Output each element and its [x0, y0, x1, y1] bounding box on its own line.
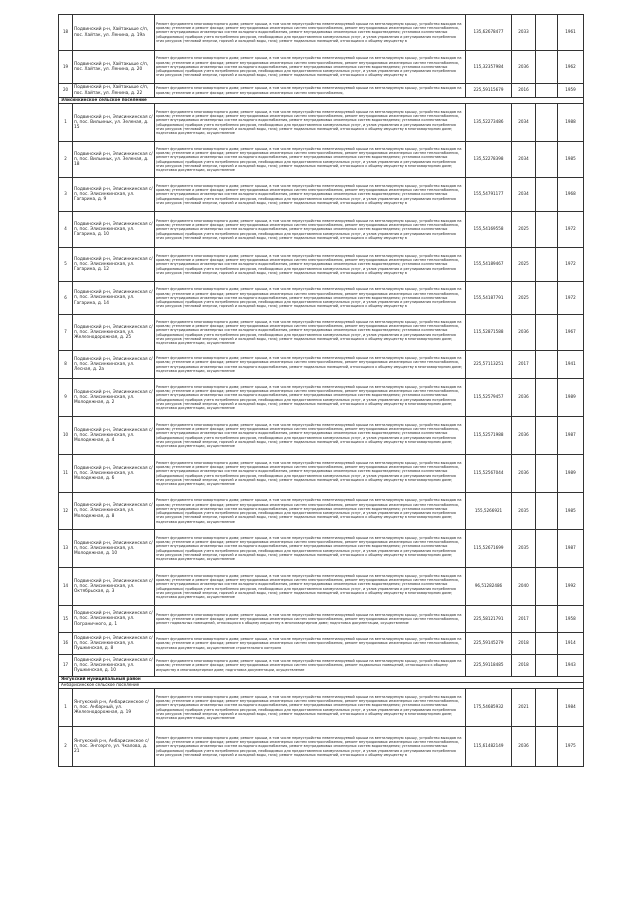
- table-row: [59, 689, 584, 727]
- build-year-cell: 1975: [558, 727, 584, 767]
- empty-cell: [536, 104, 558, 142]
- works-description-text: Ремонт фундамента многоквартирного дома; ремонт крыши, в том числе переустройство невентилируемой крыши на вентилируемую крышу, устройство выходов на кровлю; утепление и ремонт фасада; ремонт внутридомовых инженерных систем электроснабжения, ремонт внутридомовых инженерных систем теплоснабжения, ремонт внутридомовых инженерных систем холодного водоснабжения, ремонт внутридомовых инженерных систем водоотведения; установка коллективных (общедомовых) приборов учета потребления ресурсов, необходимых для предоставления коммунальных услуг, и узлов управления и регулирования потребления этих ресурсов (тепловой энергии, горячей и холодной воды, газа); ремонт подвальных помещений, относящихся к общему имуществу в многоквартирном доме; подготовка документации, осуществление: [156, 422, 462, 448]
- cost-cell: 155,5266921: [466, 493, 512, 530]
- table-row: [59, 417, 584, 455]
- table-row: [59, 606, 584, 633]
- address-cell: Подвинский р-н, Элисинкинская с/п, пос. Элисинкинская, ул. Октябрьская, д. 3: [73, 568, 155, 606]
- works-description-text: Ремонт фундамента многоквартирного дома; ремонт крыши, в том числе переустройство невентилируемой крыши на вентилируемую крышу, устройство выходов на кровлю; утепление и ремонт фасада; ремонт внутридомовых инженерных систем электроснабжения, ремонт внутридомовых инженерных систем теплоснабжения, ремонт внутридомовых инженерных систем холодного водоснабжения, ремонт внутридомовых инженерных систем водоотведения; установка коллективных (общедомовых) приборов учета потребления ресурсов, необходимых для предоставления коммунальных услуг, и узлов управления и регулирования потребления этих ресурсов (тепловой энергии, горячей и холодной воды, газа); ремонт подвальных помещений, относящихся к общему имуществу в: [156, 56, 462, 78]
- row-number-cell: 15: [59, 606, 73, 633]
- table-row: [59, 104, 584, 142]
- cost-cell: 115,52579457: [466, 379, 512, 417]
- works-description-text: Ремонт фундамента многоквартирного дома; ремонт крыши, в том числе переустройство невентилируемой крыши на вентилируемую крышу, устройство выходов на кровлю; утепление и ремонт фасада; ремонт внутридомовых инженерных систем электроснабжения, ремонт внутридомовых инженерных систем теплоснабжения, ремонт внутридомовых инженерных систем холодного водоснабжения, ремонт внутридомовых инженерных систем водоотведения; установка коллективных (общедомовых) приборов учета потребления ресурсов, необходимых для предоставления коммунальных услуг, и узлов управления и регулирования потребления этих ресурсов (тепловой энергии, горячей и холодной воды, газа); ремонт подвальных помещений, относящихся к общему имуществу в многоквартирном доме; подготовка документации, осуществление: [156, 498, 462, 524]
- works-description-text: Ремонт фундамента многоквартирного дома; ремонт крыши, в том числе переустройство невентилируемой крыши на вентилируемую крышу, устройство выходов на кровлю; утепление и ремонт фасада; ремонт внутридомовых инженерных систем электроснабжения, ремонт внутридомовых инженерных систем теплоснабжения, ремонт внутридомовых инженерных систем холодного водоснабжения, ремонт внутридомовых инженерных систем водоотведения; установка коллективных (общедомовых) приборов учета потребления ресурсов, необходимых для предоставления коммунальных услуг, и узлов управления и регулирования потребления этих ресурсов (тепловой энергии, горячей и холодной воды, газа); ремонт подвальных помещений, относящихся к общему имуществу в многоквартирном доме; подготовка документации, осуществление: [156, 109, 462, 135]
- table-row: [59, 568, 584, 606]
- works-description-text: Ремонт фундамента многоквартирного дома; ремонт крыши, в том числе переустройство невентилируемой крыши на вентилируемую крышу, устройство выходов на кровлю; утепление и ремонт фасада; ремонт внутридомовых инженерных систем электроснабжения, ремонт внутридомовых инженерных систем теплоснабжения, ремонт внутридомовых инженерных систем холодного водоснабжения, ремонт внутридомовых инженерных систем водоотведения; установка коллективных (общедомовых) приборов учета потребления ресурсов, необходимых для предоставления коммунальных услуг, и узлов управления и регулирования потребления этих ресурсов (тепловой энергии, горячей и холодной воды, газа); ремонт подвальных помещений, относящихся к общему имуществу в многоквартирном доме; подготовка документации, осуществление: [156, 460, 462, 486]
- works-description-text: Ремонт фундамента многоквартирного дома; ремонт крыши, в том числе переустройство невентилируемой крыши на вентилируемую крышу, устройство выходов на кровлю; утепление и ремонт фасада; ремонт внутридомовых инженерных систем электроснабжения, ремонт внутридомовых инженерных систем теплоснабжения, ремонт внутридомовых инженерных систем холодного водоснабжения, ремонт внутридомовых инженерных систем водоотведения; установка коллективных (общедомовых) приборов учета потребления ресурсов, необходимых для предоставления коммунальных услуг, и узлов управления и регулирования потребления этих ресурсов (тепловой энергии, горячей и холодной воды, газа); ремонт подвальных помещений, относящихся к общему имуществу в многоквартирном доме; подготовка документации, осуществление: [156, 384, 462, 410]
- empty-cell: [536, 417, 558, 455]
- table-row: [59, 51, 584, 84]
- row-number-cell: 14: [59, 568, 73, 606]
- cost-cell: 225,57113251: [466, 351, 512, 379]
- row-number-cell: 2: [59, 142, 73, 178]
- empty-cell: [536, 633, 558, 655]
- cost-cell: 135,52278398: [466, 142, 512, 178]
- build-year-cell: 1972: [558, 248, 584, 282]
- works-description-cell: [155, 568, 466, 606]
- plan-year-cell: 2036: [512, 417, 536, 455]
- works-description-cell: [155, 248, 466, 282]
- table-row: [59, 315, 584, 351]
- table-row: [59, 455, 584, 493]
- works-description-cell: [155, 655, 466, 677]
- section-label: Элисинкинское сельское поселение: [59, 98, 584, 104]
- table-row: [59, 727, 584, 767]
- address-cell: Подвинский р-н, Элисинкинская с/п, пос. Элисинкинская, ул. Молодежная, д. 2: [73, 379, 155, 417]
- address-cell: Янгукский р-н, Анбарисинское с/п, пос. Энгоэрге, ул. Чкалова, д. 21: [73, 727, 155, 767]
- cost-cell: 155,54791177: [466, 178, 512, 212]
- empty-cell: [536, 655, 558, 677]
- plan-year-cell: 2040: [512, 568, 536, 606]
- build-year-cell: 1985: [558, 142, 584, 178]
- table-row: [59, 655, 584, 677]
- cost-cell: 155,54189467: [466, 248, 512, 282]
- address-cell: Подвинский р-н, Элисинкинская с/п, пос. Элисинкинская, ул. Пушкинская, д. 8: [73, 633, 155, 655]
- address-cell: Подвинский р-н, Элисинкинская с/п, пос. Элисинкинская, ул. Гагарина, д. 14: [73, 282, 155, 315]
- cost-cell: 175,54685932: [466, 689, 512, 727]
- address-cell: Подвинский р-н, Элисинкинская с/п, пос. Элисинкинская, ул. Пушкинская, д. 10: [73, 655, 155, 677]
- build-year-cell: 1988: [558, 104, 584, 142]
- cost-cell: 225,59115679: [466, 84, 512, 98]
- works-description-cell: [155, 689, 466, 727]
- plan-year-cell: 2036: [512, 315, 536, 351]
- table-row: [59, 530, 584, 568]
- empty-cell: [536, 51, 558, 84]
- cost-cell: 225,58121791: [466, 606, 512, 633]
- works-description-text: Ремонт фундамента многоквартирного дома; ремонт крыши, в том числе переустройство невентилируемой крыши на вентилируемую крышу, устройство выходов на кровлю; утепление и ремонт фасада; ремонт внутридомовых инженерных систем электроснабжения, ремонт внутридомовых инженерных систем теплоснабжения, ремонт внутридомовых инженерных систем холодного водоснабжения, ремонт внутридомовых инженерных систем водоотведения; установка коллективных (общедомовых) приборов учета потребления ресурсов, необходимых для предоставления коммунальных услуг, и узлов управления и регулирования потребления этих ресурсов (тепловой энергии, горячей и холодной воды, газа); ремонт подвальных помещений, относящихся к общему имуществу в многоквартирном доме; подготовка документации, осуществление: [156, 573, 462, 599]
- plan-year-cell: 2018: [512, 655, 536, 677]
- works-description-text: Ремонт фундамента многоквартирного дома; ремонт крыши, в том числе переустройство невентилируемой крыши на вентилируемую крышу, устройство выходов на кровлю; утепление и ремонт фасада; ремонт внутридомовых инженерных систем электроснабжения, ремонт внутридомовых инженерных систем теплоснабжения, ремонт внутридомовых инженерных систем холодного водоснабжения, ремонт внутридомовых инженерных систем водоотведения; установка коллективных (общедомовых) приборов учета потребления ресурсов, необходимых для предоставления коммунальных услуг, и узлов управления и регулирования потребления этих ресурсов (тепловой энергии, горячей и холодной воды, газа); ремонт подвальных помещений, относящихся к общему имуществу в: [156, 735, 462, 757]
- works-description-cell: [155, 51, 466, 84]
- works-description-text: Ремонт фундамента многоквартирного дома; ремонт крыши, в том числе переустройство невентилируемой крыши на вентилируемую крышу, устройство выходов на кровлю; утепление и ремонт фасада; ремонт внутридомовых инженерных систем электроснабжения, ремонт внутридомовых инженерных систем теплоснабжения, ремонт внутридомовых инженерных систем холодного водоснабжения, ремонт внутридомовых инженерных систем водоотведения; установка коллективных (общедомовых) приборов учета потребления ресурсов, необходимых для предоставления коммунальных услуг, и узлов управления и регулирования потребления этих ресурсов (тепловой энергии, горячей и холодной воды, газа); ремонт подвальных помещений, относящихся к общему имуществу в: [156, 218, 462, 240]
- section-label: Анбарисинское сельское поселение: [59, 683, 584, 689]
- build-year-cell: 1968: [558, 178, 584, 212]
- empty-cell: [536, 455, 558, 493]
- table-row: [59, 379, 584, 417]
- empty-cell: [536, 689, 558, 727]
- works-description-text: Ремонт фундамента многоквартирного дома; ремонт крыши, в том числе переустройство невентилируемой крыши на вентилируемую крышу, устройство выходов на кровлю; утепление и ремонт фасада; ремонт внутридомовых инженерных систем электроснабжения,: [156, 86, 462, 95]
- empty-cell: [536, 379, 558, 417]
- row-number-cell: 13: [59, 530, 73, 568]
- works-description-cell: [155, 530, 466, 568]
- works-description-cell: [155, 493, 466, 530]
- empty-cell: [536, 568, 558, 606]
- cost-cell: 135,52273486: [466, 104, 512, 142]
- plan-year-cell: 2017: [512, 606, 536, 633]
- row-number-cell: 6: [59, 282, 73, 315]
- works-description-cell: [155, 178, 466, 212]
- build-year-cell: 1962: [558, 51, 584, 84]
- cost-cell: 115,32357984: [466, 51, 512, 84]
- works-description-cell: [155, 212, 466, 248]
- works-description-cell: [155, 606, 466, 633]
- row-number-cell: 20: [59, 84, 73, 98]
- cost-cell: 225,59145279: [466, 633, 512, 655]
- plan-year-cell: 2016: [512, 84, 536, 98]
- plan-year-cell: 2034: [512, 142, 536, 178]
- address-cell: Подвинский р-н, Хайтакыше с/п, пос. Хайтак, ул. Ленина, д. 22: [73, 84, 155, 98]
- empty-cell: [536, 212, 558, 248]
- build-year-cell: 1972: [558, 212, 584, 248]
- empty-cell: [536, 493, 558, 530]
- cost-cell: 135,62678477: [466, 15, 512, 51]
- address-cell: Подвинский р-н, Элисинкинская с/п, пос. Элисинкинская, ул. Молодежная, д. 4: [73, 417, 155, 455]
- cost-cell: 115,61482149: [466, 727, 512, 767]
- build-year-cell: 1989: [558, 379, 584, 417]
- row-number-cell: 10: [59, 417, 73, 455]
- address-cell: Подвинский р-н, Элисинкинская с/п, пос. Вильиньк, ул. Зеленая, д. 15: [73, 104, 155, 142]
- works-description-text: Ремонт фундамента многоквартирного дома; ремонт крыши, в том числе переустройство невентилируемой крыши на вентилируемую крышу, устройство выходов на кровлю; утепление и ремонт фасада; ремонт внутридомовых инженерных систем электроснабжения, ремонт внутридомовых инженерных систем теплоснабжения, ремонт внутридомовых инженерных систем холодного водоснабжения, ремонт внутридомовых инженерных систем водоотведения; установка коллективных (общедомовых) приборов учета потребления ресурсов, необходимых для предоставления коммунальных услуг, и узлов управления и регулирования потребления этих ресурсов (тепловой энергии, горячей и холодной воды, газа); ремонт подвальных помещений, относящихся к общему имуществу в: [156, 287, 462, 309]
- works-description-text: Ремонт фундамента многоквартирного дома; ремонт крыши, в том числе переустройство невентилируемой крыши на вентилируемую крышу, устройство выходов на кровлю; утепление и ремонт фасада; ремонт внутридомовых инженерных систем электроснабжения, ремонт внутридомовых инженерных систем теплоснабжения, ремонт внутридомовых инженерных систем холодного водоснабжения, ремонт внутридомовых инженерных систем водоотведения; установка коллективных (общедомовых) приборов учета потребления ресурсов, необходимых для предоставления коммунальных услуг, и узлов управления и регулирования потребления этих ресурсов (тепловой энергии, горячей и холодной воды, газа); ремонт подвальных помещений, относящихся к общему имуществу в: [156, 183, 462, 205]
- works-description-cell: [155, 142, 466, 178]
- row-number-cell: 2: [59, 727, 73, 767]
- table-row: [59, 248, 584, 282]
- build-year-cell: 1972: [558, 282, 584, 315]
- build-year-cell: 1992: [558, 568, 584, 606]
- plan-year-cell: 2025: [512, 212, 536, 248]
- address-cell: Подвинский р-н, Элисинкинская с/п, пос. Элисинкинская, ул. Молодежная, д. 8: [73, 493, 155, 530]
- plan-year-cell: 2036: [512, 379, 536, 417]
- empty-cell: [536, 15, 558, 51]
- plan-year-cell: 2033: [512, 15, 536, 51]
- empty-cell: [536, 727, 558, 767]
- works-description-text: Ремонт фундамента многоквартирного дома; ремонт крыши, в том числе переустройство невентилируемой крыши на вентилируемую крышу, устройство выходов на кровлю; утепление и ремонт фасада; ремонт внутридомовых инженерных систем электроснабжения, ремонт внутридомовых инженерных систем теплоснабжения, ремонт внутридомовых инженерных систем холодного водоснабжения, ремонт подвальных помещений, относящихся к общему имуществу в многоквартирном доме; подготовка документации, осуществление: [156, 356, 463, 373]
- row-number-cell: 17: [59, 655, 73, 677]
- works-description-cell: [155, 315, 466, 351]
- table-row: [59, 493, 584, 530]
- row-number-cell: 11: [59, 455, 73, 493]
- address-cell: Подвинский р-н, Элисинкинская с/п, пос. Элисинкинская, ул. Лесная, д. 2а: [73, 351, 155, 379]
- plan-year-cell: 2035: [512, 493, 536, 530]
- address-cell: Подвинский р-н, Элисинкинская с/п, пос. Элисинкинская, ул. Молодежная, д. 10: [73, 530, 155, 568]
- works-description-text: Ремонт фундамента многоквартирного дома; ремонт крыши, в том числе переустройство невентилируемой крыши на вентилируемую крышу, устройство выходов на кровлю; утепление и ремонт фасада; ремонт внутридомовых инженерных систем электроснабжения, ремонт внутридомовых инженерных систем теплоснабжения, подготовка документации, осуществление строительного контроля: [156, 637, 462, 650]
- build-year-cell: 1958: [558, 606, 584, 633]
- cost-cell: 155,54187791: [466, 282, 512, 315]
- build-year-cell: 1961: [558, 15, 584, 51]
- table-row: [59, 178, 584, 212]
- empty-cell: [536, 248, 558, 282]
- plan-year-cell: 2034: [512, 178, 536, 212]
- row-number-cell: 8: [59, 351, 73, 379]
- works-description-text: Ремонт фундамента многоквартирного дома; ремонт крыши, в том числе переустройство невентилируемой крыши на вентилируемую крышу, устройство выходов на кровлю; утепление и ремонт фасада; ремонт внутридомовых инженерных систем электроснабжения, ремонт внутридомовых инженерных систем теплоснабжения, ремонт внутридомовых инженерных систем холодного водоснабжения, ремонт внутридомовых инженерных систем водоотведения; установка коллективных (общедомовых) приборов учета потребления ресурсов, необходимых для предоставления коммунальных услуг, и узлов управления и регулирования потребления этих ресурсов (тепловой энергии, горячей и холодной воды, газа); ремонт подвальных помещений, относящихся к общему имуществу в многоквартирном доме; подготовка документации, осуществление: [156, 535, 462, 561]
- address-cell: Янгукский р-н, Анбарисинское с/п, пос. Анбарный, ул. Железнодорожная, д. 19: [73, 689, 155, 727]
- works-description-cell: [155, 417, 466, 455]
- table-row: [59, 351, 584, 379]
- empty-cell: [536, 84, 558, 98]
- row-number-cell: 7: [59, 315, 73, 351]
- build-year-cell: 1989: [558, 455, 584, 493]
- build-year-cell: 1984: [558, 689, 584, 727]
- empty-cell: [536, 178, 558, 212]
- build-year-cell: 1985: [558, 493, 584, 530]
- cost-cell: 115,52567044: [466, 455, 512, 493]
- works-description-cell: [155, 351, 466, 379]
- works-description-cell: [155, 727, 466, 767]
- address-cell: Подвинский р-н, Элисинкинская с/п, пос. Вильиньк, ул. Зеленая, д. 18: [73, 142, 155, 178]
- row-number-cell: 5: [59, 248, 73, 282]
- plan-year-cell: 2036: [512, 455, 536, 493]
- works-description-cell: [155, 633, 466, 655]
- document-page: [58, 14, 583, 767]
- cost-cell: 115,52571988: [466, 417, 512, 455]
- address-cell: Подвинский р-н, Элисинкинская с/п, пос. Элисинкинская, ул. Пограничного, д. 1: [73, 606, 155, 633]
- address-cell: Подвинский р-н, Элисинкинская с/п, пос. Элисинкинская, ул. Гагарина, д. 9: [73, 178, 155, 212]
- cost-cell: 225,59118485: [466, 655, 512, 677]
- address-cell: Подвинский р-н, Элисинкинская с/п, пос. Элисинкинская, ул. Молодежная, д. 6: [73, 455, 155, 493]
- plan-year-cell: 2034: [512, 104, 536, 142]
- works-description-cell: [155, 104, 466, 142]
- row-number-cell: 4: [59, 212, 73, 248]
- empty-cell: [536, 315, 558, 351]
- table-row: [59, 212, 584, 248]
- address-cell: Подвинский р-н, Элисинкинская с/п, пос. Элисинкинская, ул. Железнодорожная, д. 25: [73, 315, 155, 351]
- build-year-cell: 1987: [558, 530, 584, 568]
- row-number-cell: 19: [59, 51, 73, 84]
- works-description-text: Ремонт фундамента многоквартирного дома; ремонт крыши, в том числе переустройство невентилируемой крыши на вентилируемую крышу, устройство выходов на кровлю; утепление и ремонт фасада; ремонт внутридомовых инженерных систем электроснабжения, ремонт внутридомовых инженерных систем теплоснабжения, ремонт внутридомовых инженерных систем холодного водоснабжения, ремонт внутридомовых инженерных систем водоотведения; установка коллективных (общедомовых) приборов учета потребления ресурсов, необходимых для предоставления коммунальных услуг, и узлов управления и регулирования потребления этих ресурсов (тепловой энергии, горячей и холодной воды, газа); ремонт подвальных помещений, относящихся к общему имуществу в многоквартирном доме; подготовка документации, осуществление: [156, 694, 462, 720]
- works-description-text: Ремонт фундамента многоквартирного дома; ремонт крыши, в том числе переустройство невентилируемой крыши на вентилируемую крышу, устройство выходов на кровлю; утепление и ремонт фасада; ремонт внутридомовых инженерных систем электроснабжения, ремонт внутридомовых инженерных систем теплоснабжения, ремонт подвальных помещений, относящихся к общему имуществу в многоквартирном доме; подготовка документации, осуществление: [156, 612, 462, 626]
- works-description-cell: [155, 15, 466, 51]
- empty-cell: [536, 282, 558, 315]
- section-label: Янгукский муниципальный район: [59, 677, 584, 683]
- build-year-cell: 1967: [558, 315, 584, 351]
- address-cell: Подвинский р-н, Элисинкинская с/п, пос. Элисинкинская, ул. Гагарина, д. 10: [73, 212, 155, 248]
- table-row: [59, 84, 584, 98]
- build-year-cell: 1941: [558, 351, 584, 379]
- address-cell: Подвинский р-н, Хайтакыше с/п, пос. Хайтак, ул. Ленина, д. 20: [73, 51, 155, 84]
- build-year-cell: 1987: [558, 417, 584, 455]
- works-description-text: Ремонт фундамента многоквартирного дома; ремонт крыши, в том числе переустройство невентилируемой крыши на вентилируемую крышу, устройство выходов на кровлю; утепление и ремонт фасада; ремонт внутридомовых инженерных систем электроснабжения, ремонт внутридомовых инженерных систем теплоснабжения, ремонт внутридомовых инженерных систем холодного водоснабжения, ремонт внутридомовых инженерных систем водоотведения; установка коллективных (общедомовых) приборов учета потребления ресурсов, необходимых для предоставления коммунальных услуг, и узлов управления и регулирования потребления этих ресурсов (тепловой энергии, горячей и холодной воды, газа); ремонт подвальных помещений, относящихся к общему имуществу в: [156, 21, 462, 43]
- row-number-cell: 1: [59, 689, 73, 727]
- works-description-cell: [155, 282, 466, 315]
- row-number-cell: 12: [59, 493, 73, 530]
- row-number-cell: 9: [59, 379, 73, 417]
- works-description-cell: [155, 379, 466, 417]
- table-body: [59, 15, 584, 767]
- table-row: [59, 282, 584, 315]
- plan-year-cell: 2021: [512, 689, 536, 727]
- cost-cell: 155,54169558: [466, 212, 512, 248]
- works-description-cell: [155, 455, 466, 493]
- build-year-cell: 1943: [558, 655, 584, 677]
- works-description-text: Ремонт фундамента многоквартирного дома; ремонт крыши, в том числе переустройство невентилируемой крыши на вентилируемую крышу, устройство выходов на кровлю; утепление и ремонт фасада; ремонт внутридомовых инженерных систем электроснабжения, ремонт внутридомовых инженерных систем теплоснабжения, ремонт внутридомовых инженерных систем холодного водоснабжения, ремонт внутридомовых инженерных систем водоотведения; установка коллективных (общедомовых) приборов учета потребления ресурсов, необходимых для предоставления коммунальных услуг, и узлов управления и регулирования потребления этих ресурсов (тепловой энергии, горячей и холодной воды, газа); ремонт подвальных помещений, относящихся к общему имуществу в: [156, 253, 462, 275]
- empty-cell: [536, 142, 558, 178]
- build-year-cell: 1914: [558, 633, 584, 655]
- table-row: [59, 142, 584, 178]
- row-number-cell: 16: [59, 633, 73, 655]
- plan-year-cell: 2018: [512, 633, 536, 655]
- plan-year-cell: 2017: [512, 351, 536, 379]
- works-description-text: Ремонт фундамента многоквартирного дома; ремонт крыши, в том числе переустройство невентилируемой крыши на вентилируемую крышу, устройство выходов на кровлю; утепление и ремонт фасада; ремонт внутридомовых инженерных систем электроснабжения, ремонт внутридомовых инженерных систем теплоснабжения, ремонт внутридомовых инженерных систем холодного водоснабжения, ремонт внутридомовых инженерных систем водоотведения; установка коллективных (общедомовых) приборов учета потребления ресурсов, необходимых для предоставления коммунальных услуг, и узлов управления и регулирования потребления этих ресурсов (тепловой энергии, горячей и холодной воды, газа); ремонт подвальных помещений, относящихся к общему имуществу в многоквартирном доме; подготовка документации, осуществление: [156, 146, 462, 172]
- works-description-text: Ремонт фундамента многоквартирного дома; ремонт крыши, в том числе переустройство невентилируемой крыши на вентилируемую крышу, устройство выходов на кровлю; утепление и ремонт фасада; ремонт внутридомовых инженерных систем электроснабжения, ремонт подвальных помещений, относящихся к общему имуществу в многоквартирном доме; подготовка документации, осуществление: [156, 659, 462, 672]
- works-description-cell: [155, 84, 466, 98]
- works-description-text: Ремонт фундамента многоквартирного дома; ремонт крыши, в том числе переустройство невентилируемой крыши на вентилируемую крышу, устройство выходов на кровлю; утепление и ремонт фасада; ремонт внутридомовых инженерных систем электроснабжения, ремонт внутридомовых инженерных систем теплоснабжения, ремонт внутридомовых инженерных систем холодного водоснабжения, ремонт внутридомовых инженерных систем водоотведения; установка коллективных (общедомовых) приборов учета потребления ресурсов, необходимых для предоставления коммунальных услуг, и узлов управления и регулирования потребления этих ресурсов (тепловой энергии, горячей и холодной воды, газа); ремонт подвальных помещений, относящихся к общему имуществу в многоквартирном доме; подготовка документации, осуществление: [156, 319, 462, 345]
- plan-year-cell: 2025: [512, 248, 536, 282]
- cost-cell: 115,52871588: [466, 315, 512, 351]
- empty-cell: [536, 351, 558, 379]
- plan-year-cell: 2036: [512, 51, 536, 84]
- table-row: [59, 633, 584, 655]
- row-number-cell: 1: [59, 104, 73, 142]
- capital-repair-table: [58, 14, 584, 767]
- address-cell: Подвинский р-н, Хайтакыше с/п, пос. Хайтак, ул. Ленина, д. 19а: [73, 15, 155, 51]
- plan-year-cell: 2036: [512, 727, 536, 767]
- row-number-cell: 18: [59, 15, 73, 51]
- row-number-cell: 3: [59, 178, 73, 212]
- empty-cell: [536, 606, 558, 633]
- plan-year-cell: 2035: [512, 530, 536, 568]
- table-row: [59, 15, 584, 51]
- cost-cell: 96,51282486: [466, 568, 512, 606]
- build-year-cell: 1959: [558, 84, 584, 98]
- cost-cell: 115,52671699: [466, 530, 512, 568]
- plan-year-cell: 2025: [512, 282, 536, 315]
- address-cell: Подвинский р-н, Элисинкинская с/п, пос. Элисинкинская, ул. Гагарина, д. 12: [73, 248, 155, 282]
- empty-cell: [536, 530, 558, 568]
